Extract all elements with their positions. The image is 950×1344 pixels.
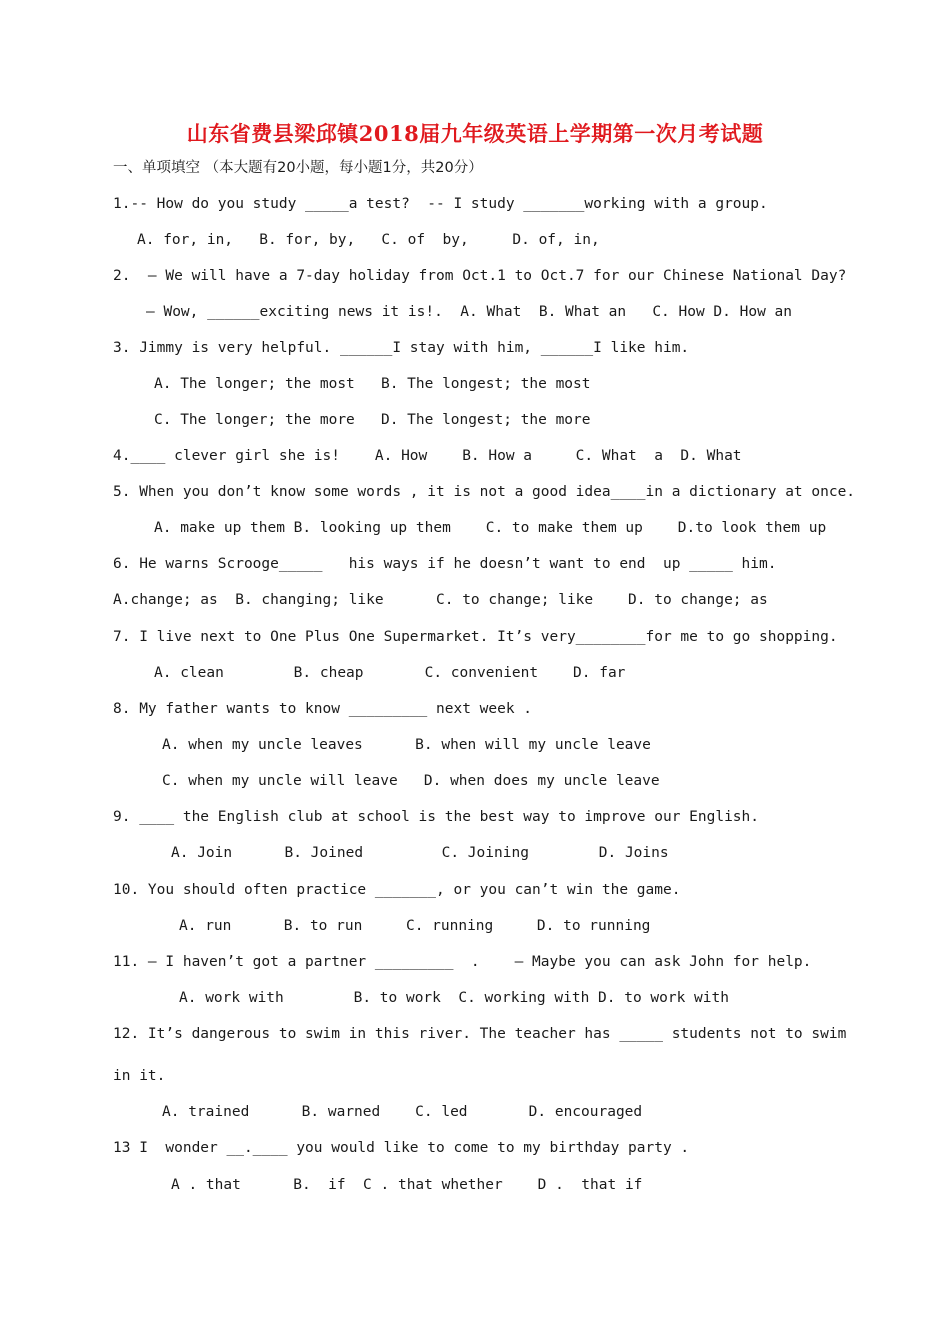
page-title: 山东省费县梁邱镇2018届九年级英语上学期第一次月考试题 (186, 121, 764, 146)
question-4: 4.____ clever girl she is! A. How B. How a C. What a D. What (113, 448, 742, 464)
question-6: 6. He warns Scrooge_____ his ways if he doesn’t want to end up _____ him. (113, 556, 777, 572)
question-11: 11. — I haven’t got a partner _________ . — Maybe you can ask John for help. (113, 954, 812, 970)
question-8-options-cd: C. when my uncle will leave D. when does my uncle leave (162, 773, 660, 789)
question-12-continued: in it. (113, 1068, 166, 1084)
question-2-continued: — Wow, ______exciting news it is!. A. What B. What an C. How D. How an (146, 304, 793, 320)
question-3-options-ab: A. The longer; the most B. The longest; the most (154, 376, 591, 392)
question-1: 1.-- How do you study _____a test? -- I study _______working with a group. (113, 196, 768, 212)
question-6-options: A.change; as B. changing; like C. to change; like D. to change; as (113, 592, 768, 608)
question-3-options-cd: C. The longer; the more D. The longest; the more (154, 412, 591, 428)
question-8: 8. My father wants to know _________ next week . (113, 701, 533, 717)
question-3: 3. Jimmy is very helpful. ______I stay with him, ______I like him. (113, 340, 690, 356)
question-12-options: A. trained B. warned C. led D. encouraged (162, 1104, 643, 1120)
question-9-options: A. Join B. Joined C. Joining D. Joins (171, 845, 669, 861)
question-5: 5. When you don’t know some words , it is not a good idea____in a dictionary at once. (113, 484, 856, 500)
section-heading: 一、单项填空 （本大题有20小题，每小题1分，共20分） (113, 160, 483, 176)
question-8-options-ab: A. when my uncle leaves B. when will my uncle leave (162, 737, 651, 753)
question-12: 12. It’s dangerous to swim in this river. The teacher has _____ students not to swim (113, 1026, 847, 1042)
question-5-options: A. make up them B. looking up them C. to make them up D.to look them up (154, 520, 827, 536)
question-9: 9. ____ the English club at school is the best way to improve our English. (113, 809, 760, 825)
question-7-options: A. clean B. cheap C. convenient D. far (154, 665, 626, 681)
question-1-options: A. for, in, B. for, by, C. of by, D. of, in, (137, 232, 600, 248)
question-7: 7. I live next to One Plus One Supermarket. It’s very________for me to go shopping. (113, 629, 838, 645)
question-13: 13 I wonder __.____ you would like to come to my birthday party . (113, 1140, 690, 1156)
question-2: 2. — We will have a 7-day holiday from Oct.1 to Oct.7 for our Chinese National Day? (113, 268, 847, 284)
question-11-options: A. work with B. to work C. working with D. to work with (179, 990, 729, 1006)
question-13-options: A . that B. if C . that whether D . that if (171, 1177, 643, 1193)
question-10: 10. You should often practice _______, or you can’t win the game. (113, 882, 681, 898)
question-10-options: A. run B. to run C. running D. to running (179, 918, 651, 934)
